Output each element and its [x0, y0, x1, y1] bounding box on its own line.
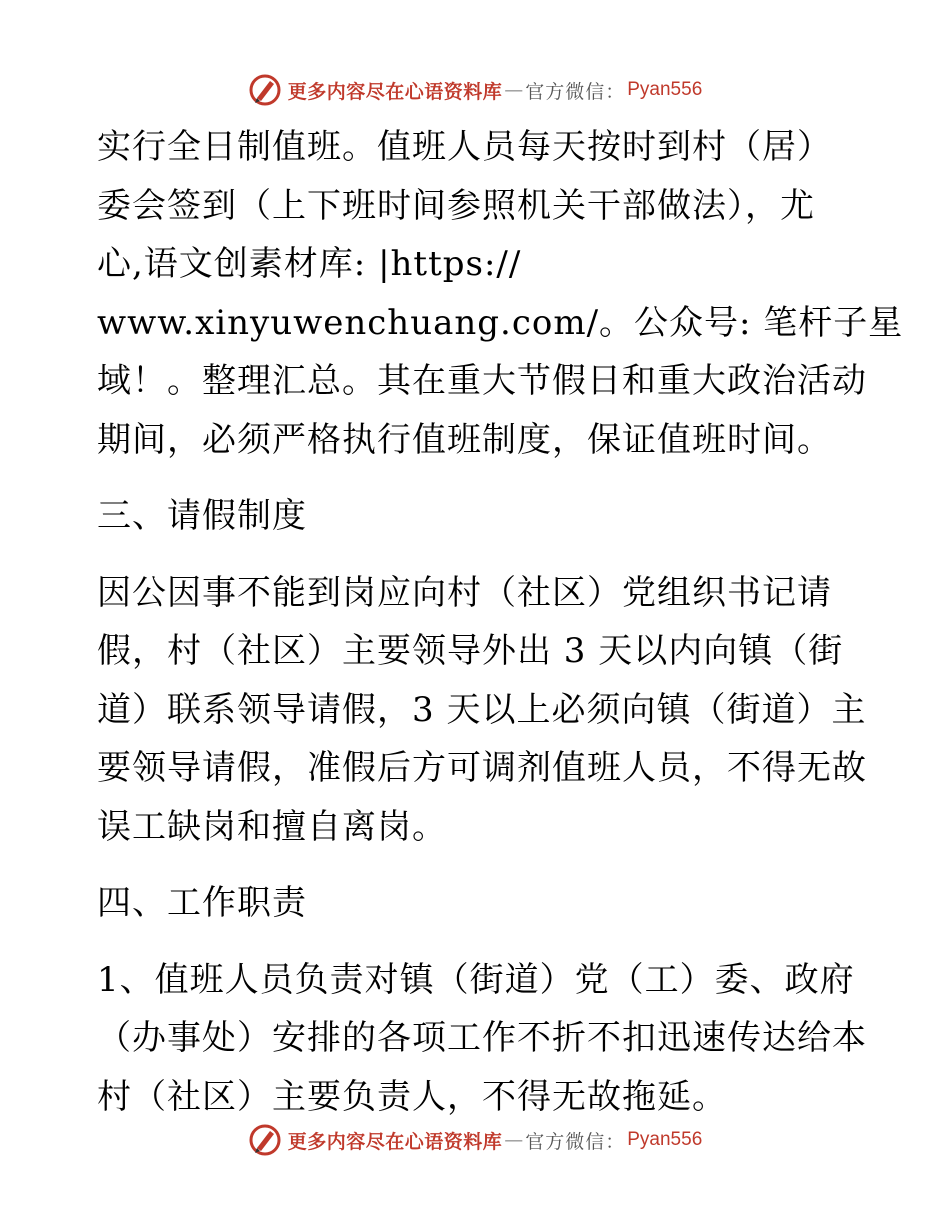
- pen-logo-icon: [248, 73, 282, 107]
- footer-watermark: [0, 1120, 950, 1160]
- watermark-subtitle: 官方微信：: [525, 1130, 626, 1153]
- watermark-title: 更多内容尽在心语资料库: [287, 1130, 503, 1153]
- text-line: 假，村（社区）主要领导外出 3 天以内向镇（街: [97, 631, 844, 671]
- watermark-subtitle: 官方微信：: [525, 80, 626, 103]
- watermark-wechat-id: Pyan556: [627, 79, 703, 100]
- text-line: 心,语文创素材库: |https://: [97, 244, 522, 284]
- text-line: 误工缺岗和擅自离岗。: [97, 806, 447, 847]
- paragraph-leave: [97, 564, 867, 857]
- paragraph-duties-1: [97, 951, 867, 1127]
- section-heading-leave: 三、请假制度: [97, 496, 307, 536]
- text-line: 道）联系领导请假，3 天以上必须向镇（街道）主: [97, 689, 867, 730]
- watermark-dash: —: [504, 1129, 524, 1151]
- text-line: 期间，必须严格执行值班制度，保证值班时间。: [97, 419, 832, 460]
- text-line: （办事处）安排的各项工作不折不扣迅速传达给本: [97, 1018, 867, 1058]
- watermark-dash: —: [504, 79, 524, 101]
- pen-logo-icon: [248, 1123, 282, 1157]
- paragraph-duty: [97, 118, 904, 469]
- watermark-wechat-id: Pyan556: [627, 1129, 703, 1150]
- text-line: 村（社区）主要负责人，不得无故拖延。: [97, 1076, 727, 1117]
- text-line: 因公因事不能到岗应向村（社区）党组织书记请: [97, 572, 832, 613]
- text-line: 域！。整理汇总。其在重大节假日和重大政治活动: [97, 361, 867, 401]
- text-line: www.xinyuwenchuang.com/。公众号: 笔杆子星: [97, 302, 904, 343]
- text-line: 实行全日制值班。值班人员每天按时到村（居）: [97, 127, 832, 167]
- header-watermark: [0, 70, 950, 110]
- text-line: 1、值班人员负责对镇（街道）党（工）委、政府: [97, 959, 855, 1000]
- document-body: [97, 118, 904, 1126]
- text-line: 要领导请假，准假后方可调剂值班人员，不得无故: [97, 748, 867, 788]
- section-heading-duties: 四、工作职责: [97, 883, 307, 923]
- watermark-title: 更多内容尽在心语资料库: [287, 80, 503, 103]
- text-line: 委会签到（上下班时间参照机关干部做法），尤: [97, 185, 815, 226]
